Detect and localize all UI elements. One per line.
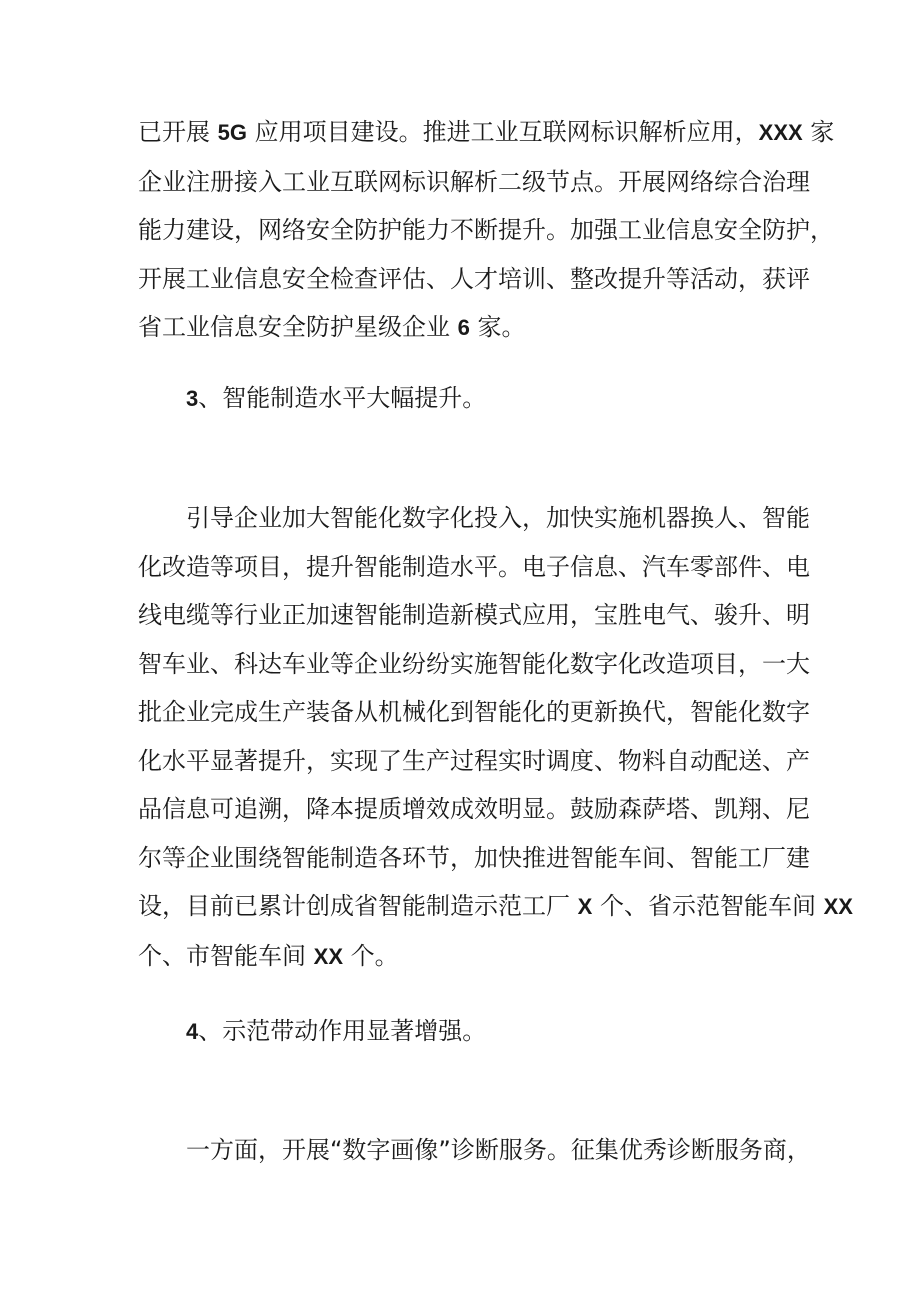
heading-number: 3 [186, 386, 199, 411]
text-line: 化改造等项目，提升智能制造水平。电子信息、汽车零部件、电 [138, 552, 810, 581]
text-line: 线电缆等行业正加速智能制造新模式应用，宝胜电气、骏升、明 [138, 601, 810, 629]
section-heading-3 [138, 374, 798, 424]
heading-text: 、智能制造水平大幅提升。 [198, 384, 487, 412]
heading-text: 、示范带动作用显著增强。 [198, 1017, 487, 1045]
paragraph-demonstration [138, 1126, 811, 1175]
text-line: 尔等企业围绕智能制造各环节，加快推进智能车间、智能工厂建 [138, 843, 810, 872]
text-line: 设，目前已累计创成省智能制造示范工厂 X 个、省示范智能车间 XX [138, 892, 853, 920]
paragraph-network-security [138, 108, 835, 353]
text-line: 能力建设，网络安全防护能力不断提升。加强工业信息安全防护， [138, 216, 834, 244]
text-line: 开展工业信息安全检查评估、人才培训、整改提升等活动，获评 [138, 264, 810, 293]
text-line: 个、市智能车间 XX 个。 [138, 941, 399, 970]
text-line: 省工业信息安全防护星级企业 6 家。 [138, 313, 526, 341]
paragraph-smart-manufacturing [138, 494, 853, 981]
text-line: 智车业、科达车业等企业纷纷实施智能化数字化改造项目，一大 [138, 649, 810, 678]
text-line: 企业注册接入工业互联网标识解析二级节点。开展网络综合治理 [138, 167, 810, 196]
text-line: 已开展 5G 应用项目建设。推进工业互联网标识解析应用，XXX 家 [138, 118, 835, 146]
text-line: 品信息可追溯，降本提质增效成效明显。鼓励森萨塔、凯翔、尼 [138, 795, 810, 823]
text-line: 引导企业加大智能化数字化投入，加快实施机器换人、智能 [186, 504, 810, 532]
text-line: 化水平显著提升，实现了生产过程实时调度、物料自动配送、产 [138, 746, 810, 775]
text-line: 一方面，开展“数字画像”诊断服务。征集优秀诊断服务商， [186, 1136, 811, 1164]
text-line: 批企业完成生产装备从机械化到智能化的更新换代，智能化数字 [138, 698, 810, 726]
section-heading-4 [138, 1007, 798, 1057]
heading-number: 4 [186, 1019, 199, 1044]
